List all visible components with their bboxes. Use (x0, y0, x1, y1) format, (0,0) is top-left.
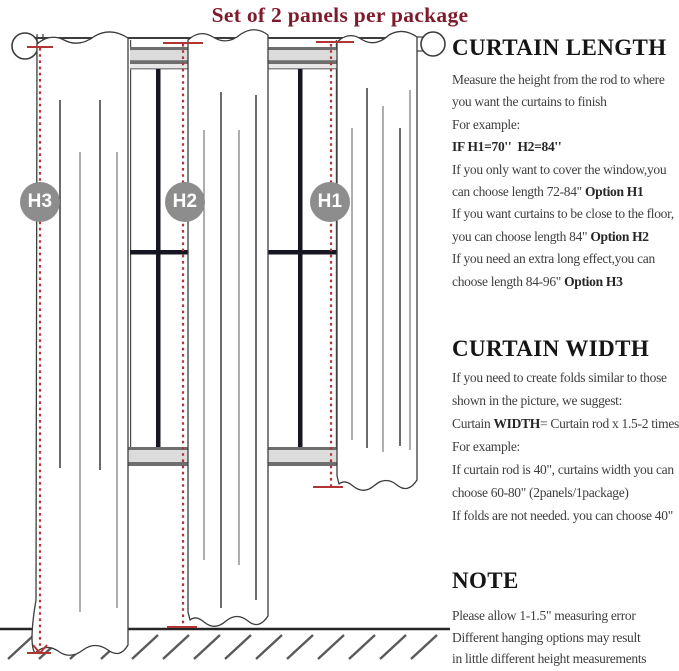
text-line: IF H1=70'' H2=84'' (452, 139, 562, 155)
text-line: If you need an extra long effect,you can (452, 251, 655, 267)
text-line: If folds are not needed. you can choose 40" (452, 508, 673, 523)
curtain-panel-h3 (32, 32, 128, 655)
text-line: If you want curtains to be close to the floor, (452, 206, 674, 222)
text-line: choose length 84-96" Option H3 (452, 273, 623, 289)
section-heading: CURTAIN LENGTH (452, 35, 667, 60)
text-line: you want the curtains to finish (452, 94, 607, 110)
window-mullion-left (156, 69, 161, 447)
text-line: shown in the picture, we suggest: (452, 393, 623, 408)
text-line: in little different height measurements (452, 651, 647, 666)
text-line: If you need to create folds similar to those (452, 370, 667, 385)
label-h3: H3 (20, 182, 60, 222)
text-line: you can choose length 84" Option H2 (452, 228, 649, 244)
text-line: choose 60-80" (2panels/1package) (452, 485, 629, 500)
text-line: For example: (452, 116, 521, 132)
label-h2: H2 (165, 182, 205, 222)
window-mullion-right (298, 69, 303, 447)
text-line: For example: (452, 439, 521, 454)
section-note (452, 569, 678, 670)
text-line: can choose length 72-84" Option H1 (452, 183, 644, 199)
section-heading: NOTE (452, 568, 519, 593)
text-line: If curtain rod is 40", curtains width you can (452, 462, 674, 477)
text-line: If you only want to cover the window,you (452, 161, 667, 177)
section-curtain-length (452, 36, 678, 293)
text-line: Curtain WIDTH= Curtain rod x 1.5-2 times (452, 416, 679, 431)
panel-outline (337, 31, 417, 490)
curtain-panel-h1 (337, 31, 417, 490)
text-line: Please allow 1-1.5" measuring error (452, 608, 636, 623)
text-line: Measure the height from the rod to where (452, 72, 665, 87)
page-title: Set of 2 panels per package (211, 3, 469, 27)
rod-finial-right-icon (421, 32, 445, 56)
label-h1: H1 (310, 182, 350, 222)
curtain-panel-h2 (188, 30, 268, 627)
section-curtain-width (452, 337, 678, 527)
section-heading: CURTAIN WIDTH (452, 336, 650, 361)
text-line: Different hanging options may result (452, 629, 641, 645)
